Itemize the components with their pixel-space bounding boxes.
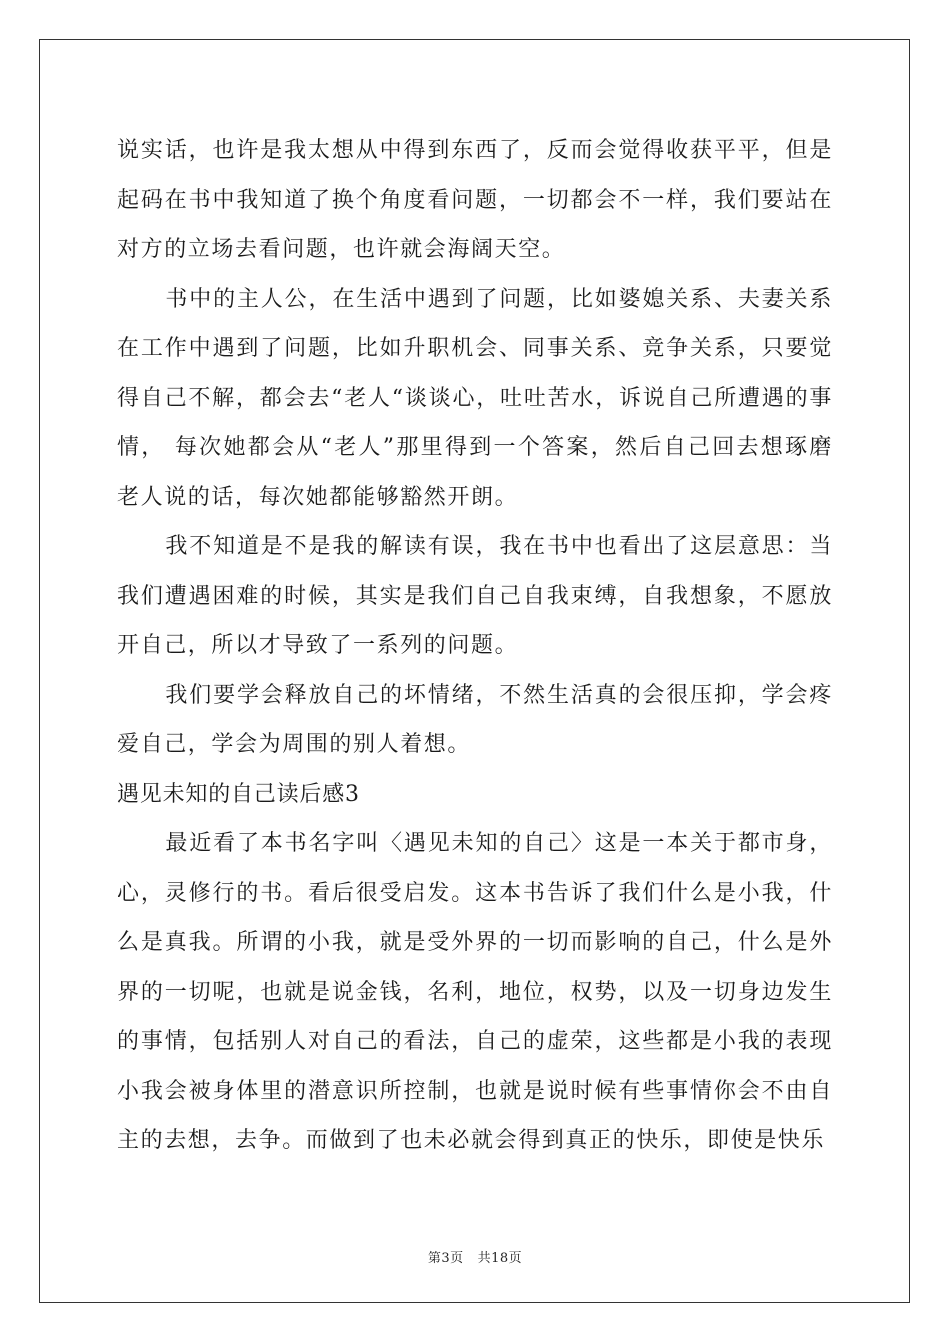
document-body xyxy=(117,126,833,1166)
paragraph-4: 我们要学会释放自己的坏情绪，不然生活真的会很压抑，学会疼爱自己，学会为周围的别人着想。 xyxy=(117,682,833,757)
section-paragraph-1: 最近看了本书名字叫〈遇见未知的自己〉这是一本关于都市身，心，灵修行的书。看后很受启发。这本书告诉了我们什么是小我，什么是真我。所谓的小我，就是受外界的一切而影响的自己，什么是外界的一切呢，也就是说金钱，名利，地位，权势，以及一切身边发生的事情，包括别人对自己的看法，自己的虚荣，这些都是小我的表现小我会被身体里的潜意识所控制，也就是说时候有些事情你会不由自主的去想，去争。而做到了也未必就会得到真正的快乐，即使是快乐 xyxy=(117,831,833,1153)
page-number: 第3页 xyxy=(427,1251,464,1266)
page-total: 共18页 xyxy=(477,1251,523,1266)
paragraph-2: 书中的主人公，在生活中遇到了问题，比如婆媳关系、夫妻关系在工作中遇到了问题，比如升职机会、同事关系、竞争关系，只要觉得自己不解，都会去“老人“谈谈心，吐吐苦水，诉说自己所遭遇的事情， 每次她都会从“老人”那里得到一个答案，然后自己回去想琢磨老人说的话，每次她都能够豁然开朗。 xyxy=(117,286,833,510)
paragraph-1: 说实话，也许是我太想从中得到东西了，反而会觉得收获平平，但是起码在书中我知道了换个角度看问题，一切都会不一样，我们要站在对方的立场去看问题，也许就会海阔天空。 xyxy=(117,138,833,262)
section-heading: 遇见未知的自己读后感3 xyxy=(117,781,360,807)
paragraph-3: 我不知道是不是我的解读有误，我在书中也看出了这层意思：当我们遭遇困难的时候，其实是我们自己自我束缚，自我想象，不愿放开自己，所以才导致了一系列的问题。 xyxy=(117,534,833,658)
page-footer xyxy=(0,1247,950,1266)
